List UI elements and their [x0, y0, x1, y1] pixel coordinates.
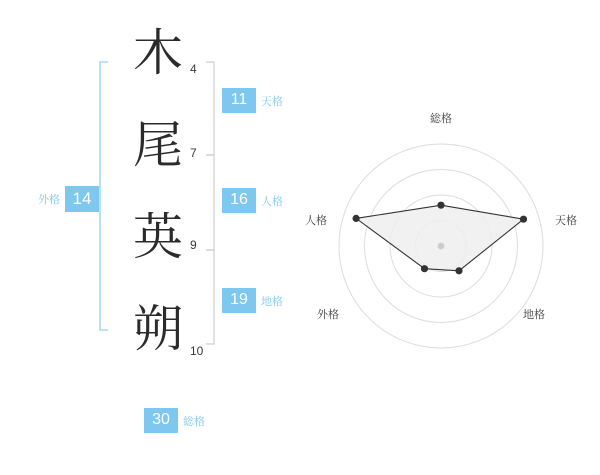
radar-axis-label-soukaku: 総格	[430, 113, 452, 125]
value-chip-jinkaku	[222, 188, 283, 213]
gaikaku-label: 外格	[38, 194, 60, 206]
radar-axis-label-jinkaku: 人格	[305, 215, 327, 227]
chikaku-label: 地格	[261, 295, 283, 308]
jinkaku-value: 16	[222, 188, 256, 213]
stroke-count-4: 10	[190, 344, 204, 358]
name-panel	[0, 0, 300, 470]
radar-chart-panel	[300, 0, 600, 470]
chikaku-value: 19	[222, 288, 256, 313]
radar-chart	[300, 0, 600, 470]
value-chip-gaikaku	[38, 186, 99, 212]
value-chip-tenkaku	[222, 88, 283, 113]
value-chip-soukaku	[144, 408, 205, 433]
soukaku-label: 総格	[183, 415, 205, 428]
radar-axis-label-tenkaku: 天格	[555, 215, 577, 227]
name-character-4: 朔	[133, 300, 183, 358]
stroke-count-3: 9	[190, 238, 197, 252]
gaikaku-value: 14	[65, 186, 99, 212]
stroke-count-1: 4	[190, 62, 197, 76]
value-chip-chikaku	[222, 288, 283, 313]
jinkaku-label: 人格	[261, 195, 283, 208]
tenkaku-value: 11	[222, 88, 256, 113]
tenkaku-label: 天格	[261, 95, 283, 108]
radar-axis-label-gaikaku: 外格	[317, 309, 339, 321]
soukaku-value: 30	[144, 408, 178, 433]
name-character-3: 英	[133, 208, 183, 266]
radar-axis-label-chikaku: 地格	[523, 309, 545, 321]
stroke-count-2: 7	[190, 146, 197, 160]
name-character-2: 尾	[133, 116, 183, 174]
name-character-1: 木	[133, 24, 183, 82]
